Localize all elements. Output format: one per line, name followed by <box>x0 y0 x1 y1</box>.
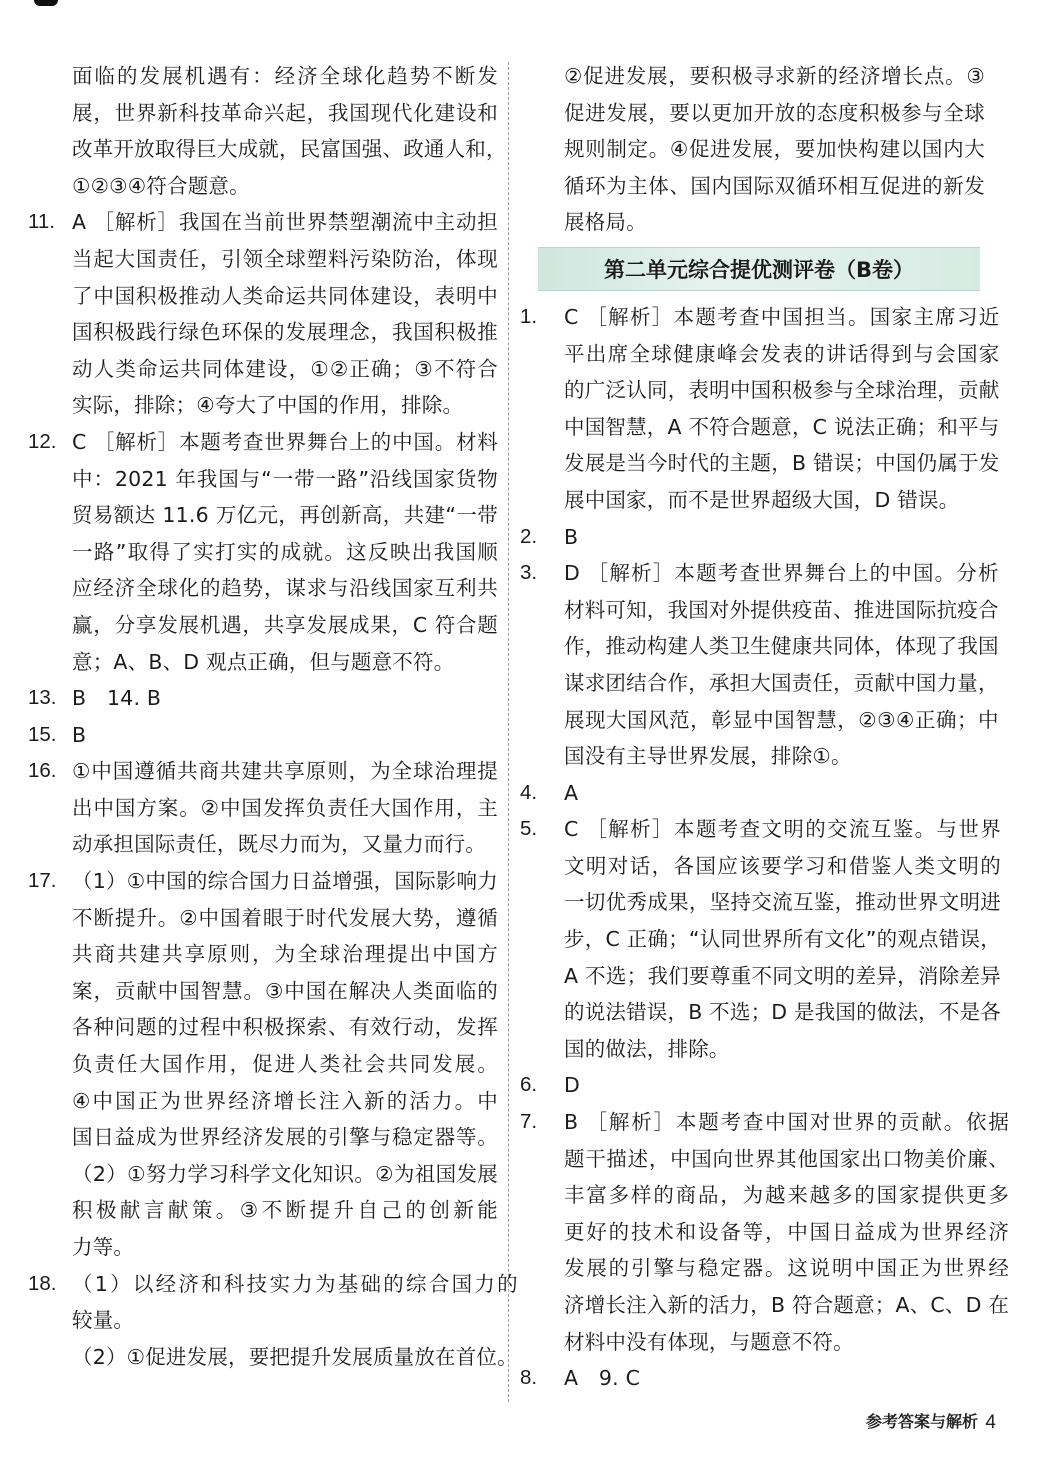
text-line: ①②③④符合题意。 <box>72 173 250 198</box>
item-body <box>564 775 985 812</box>
item-number: 5. <box>520 817 538 841</box>
text-line: C ［解析］本题考查中国担当。国家主席习近 <box>564 304 1000 329</box>
text-line: 展，世界新科技革命兴起，我国现代化建设和 <box>72 100 498 125</box>
text-line: D ［解析］本题考查世界舞台上的中国。分析 <box>564 561 999 586</box>
text-line: （2）①努力学习科学文化知识。②为祖国发展 <box>72 1161 498 1186</box>
answer-item-17 <box>28 863 498 1266</box>
answer-item-1 <box>520 299 1000 519</box>
answer-item-4 <box>520 775 985 812</box>
item-body <box>72 424 498 680</box>
corner-mark <box>34 0 58 6</box>
item-number: 18. <box>28 1271 57 1295</box>
answer-item-5 <box>520 811 1001 1067</box>
item-number: 16. <box>28 759 57 783</box>
text-line: 平出席全球健康峰会发表的讲话得到与会国家 <box>564 341 1000 366</box>
text-line: 发展的引擎与稳定器。这说明中国正为世界经 <box>564 1256 1010 1281</box>
text-line: 中国智慧，A 不符合题意，C 说法正确；和平与 <box>564 414 1000 439</box>
item-body <box>72 717 498 754</box>
item-number: 6. <box>520 1073 538 1097</box>
text-line: C ［解析］本题考查文明的交流互鉴。与世界 <box>564 817 1001 842</box>
text-line: ①中国遵循共商共建共享原则，为全球治理提 <box>72 759 498 784</box>
answer-item-7 <box>520 1104 1010 1360</box>
item-body <box>564 299 999 519</box>
text-line: B 14. B <box>72 686 162 711</box>
text-line: B <box>564 524 579 549</box>
text-line: 较量。 <box>72 1308 135 1333</box>
item-number: 11. <box>28 210 55 234</box>
text-line: 丰富多样的商品，为越来越多的国家提供更多 <box>564 1183 1010 1208</box>
text-line: 一切优秀成果，坚持交流互鉴，推动世界文明进 <box>564 890 1001 915</box>
text-line: 发展是当今时代的主题，B 错误；中国仍属于发 <box>564 451 1000 476</box>
text-line: A 不选；我们要尊重不同文明的差异，消除差异 <box>564 963 1001 988</box>
text-line: 力等。 <box>72 1235 135 1259</box>
text-line: 规则制定。④促进发展，要加快构建以国内大 <box>564 137 985 162</box>
text-line: 共商共建共享原则，为全球治理提出中国方 <box>72 942 498 967</box>
text-line: A ［解析］我国在当前世界禁塑潮流中主动担 <box>72 210 498 235</box>
text-line: 促进发展，要以更加开放的态度积极参与全球 <box>564 100 985 125</box>
text-line: 案，贡献中国智慧。③中国在解决人类面临的 <box>72 978 498 1003</box>
text-line: 更好的技术和设备等，中国日益成为世界经济 <box>564 1219 1010 1244</box>
text-line: （1）以经济和科技实力为基础的综合国力的 <box>72 1271 518 1296</box>
item-number: 13. <box>28 686 57 710</box>
text-line: 的广泛认同，表明中国积极参与全球治理，贡献 <box>564 378 1000 403</box>
text-line: 展现大国风范，彰显中国智慧，②③④正确；中 <box>564 707 999 732</box>
item-number: 7. <box>520 1110 538 1134</box>
text-line: 国的做法，排除。 <box>564 1036 730 1061</box>
answer-item-18 <box>28 1266 518 1376</box>
text-line: 循环为主体、国内国际双循环相互促进的新发 <box>564 173 985 198</box>
column-divider <box>508 62 509 1402</box>
text-line: 一路”取得了实打实的成就。这反映出我国顺 <box>72 539 498 564</box>
text-line: A <box>564 780 579 805</box>
item-body <box>72 863 498 1266</box>
text-line: A 9. C <box>564 1366 641 1391</box>
page-number: 4 <box>985 1412 996 1433</box>
text-line: 动人类命运共同体建设，①②正确；③不符合 <box>72 356 498 381</box>
text-line: 国积极践行绿色环保的发展理念，我国积极推 <box>72 320 498 345</box>
item-body <box>564 1104 1009 1360</box>
item-number: 12. <box>28 429 57 453</box>
item-number: 15. <box>28 722 57 746</box>
text-line: 展中国家，而不是世界超级大国，D 错误。 <box>564 487 960 512</box>
q10-continuation <box>28 58 507 204</box>
text-line: 谋求团结合作，承担大国责任，贡献中国力量， <box>564 670 999 695</box>
text-line: 了中国积极推动人类命运共同体建设，表明中 <box>72 283 498 308</box>
text-line: 赢，分享发展机遇，共享发展成果，C 符合题 <box>72 612 498 637</box>
answer-item-3 <box>520 555 999 775</box>
item-number: 17. <box>28 869 57 893</box>
q18-continuation <box>520 58 985 241</box>
text-line: 意；A、B、D 观点正确，但与题意不符。 <box>72 649 455 674</box>
answer-item-12 <box>28 424 498 680</box>
item-body <box>564 1360 985 1397</box>
item-body <box>72 753 498 863</box>
text-line: 步，C 正确；“认同世界所有文化”的观点错误， <box>564 927 1001 952</box>
text-line: 各种问题的过程中积极探索、有效行动，发挥 <box>72 1015 498 1040</box>
item-number: 3. <box>520 561 538 585</box>
left-column <box>28 58 518 1375</box>
item-number: 1. <box>520 304 538 328</box>
text-line: B ［解析］本题考查中国对世界的贡献。依据 <box>564 1110 1010 1135</box>
text-line: 动承担国际责任，既尽力而为，又量力而行。 <box>72 832 486 857</box>
item-body <box>72 204 498 424</box>
text-line: （2）①促进发展，要把提升发展质量放在首位。 <box>72 1344 518 1369</box>
answer-item-16 <box>28 753 498 863</box>
footer-label: 参考答案与解析 <box>865 1412 978 1431</box>
section-title: 第二单元综合提优测评卷（B卷） <box>538 247 980 291</box>
item-body <box>72 680 498 717</box>
text-line: C ［解析］本题考查世界舞台上的中国。材料 <box>72 429 498 454</box>
text-line: 负责任大国作用，促进人类社会共同发展。 <box>72 1052 498 1077</box>
text-line: 国日益成为世界经济发展的引擎与稳定器等。 <box>72 1125 498 1150</box>
text-line: 面临的发展机遇有：经济全球化趋势不断发 <box>72 64 498 88</box>
answer-item-6 <box>520 1067 985 1104</box>
text-line: 国没有主导世界发展，排除①。 <box>564 744 852 769</box>
item-number: 4. <box>520 780 538 804</box>
answer-item-11 <box>28 204 498 424</box>
text-line: ④中国正为世界经济增长注入新的活力。中 <box>72 1088 498 1113</box>
text-line: ②促进发展，要积极寻求新的经济增长点。③ <box>564 64 985 88</box>
item-body <box>564 1067 985 1104</box>
text-line: 出中国方案。②中国发挥负责任大国作用，主 <box>72 795 498 820</box>
text-line: 的说法错误，B 不选；D 是我国的做法，不是各 <box>564 1000 1001 1025</box>
right-column <box>520 58 1010 1397</box>
text-line: 作，推动构建人类卫生健康共同体，体现了我国 <box>564 634 999 659</box>
answer-item-8 <box>520 1360 985 1397</box>
text-line: 材料中没有体现，与题意不符。 <box>564 1329 854 1354</box>
text-line: 当起大国责任，引领全球塑料污染防治，体现 <box>72 246 498 271</box>
text-line: 实际，排除；④夸大了中国的作用，排除。 <box>72 393 464 418</box>
text-line: 文明对话，各国应该要学习和借鉴人类文明的 <box>564 853 1001 878</box>
text-line: 改革开放取得巨大成就，民富国强、政通人和， <box>72 137 507 162</box>
text-line: D <box>564 1073 580 1098</box>
item-body <box>72 1266 518 1376</box>
text-line: 贸易额达 11.6 万亿元，再创新高，共建“一带 <box>72 503 498 528</box>
text-line: 材料可知，我国对外提供疫苗、推进国际抗疫合 <box>564 597 999 622</box>
item-number: 8. <box>520 1366 538 1390</box>
text-line: 题干描述，中国向世界其他国家出口物美价廉、 <box>564 1146 1010 1171</box>
item-number: 2. <box>520 524 538 548</box>
text-line: 应经济全球化的趋势，谋求与沿线国家互利共 <box>72 576 498 601</box>
text-line: 济增长注入新的活力，B 符合题意；A、C、D 在 <box>564 1293 1010 1317</box>
answer-item-13 <box>28 680 498 717</box>
answer-item-2 <box>520 519 985 556</box>
text-line: 积极献言献策。③不断提升自己的创新能 <box>72 1198 498 1223</box>
item-body <box>564 555 999 775</box>
text-line: 展格局。 <box>564 210 647 235</box>
text-line: B <box>72 722 87 747</box>
text-line: 不断提升。②中国着眼于时代发展大势，遵循 <box>72 905 498 930</box>
item-body <box>564 811 1001 1067</box>
text-line: 中：2021 年我国与“一带一路”沿线国家货物 <box>72 466 498 491</box>
item-body <box>564 519 985 556</box>
answer-item-15 <box>28 717 498 754</box>
text-line: （1）①中国的综合国力日益增强，国际影响力 <box>72 869 498 894</box>
